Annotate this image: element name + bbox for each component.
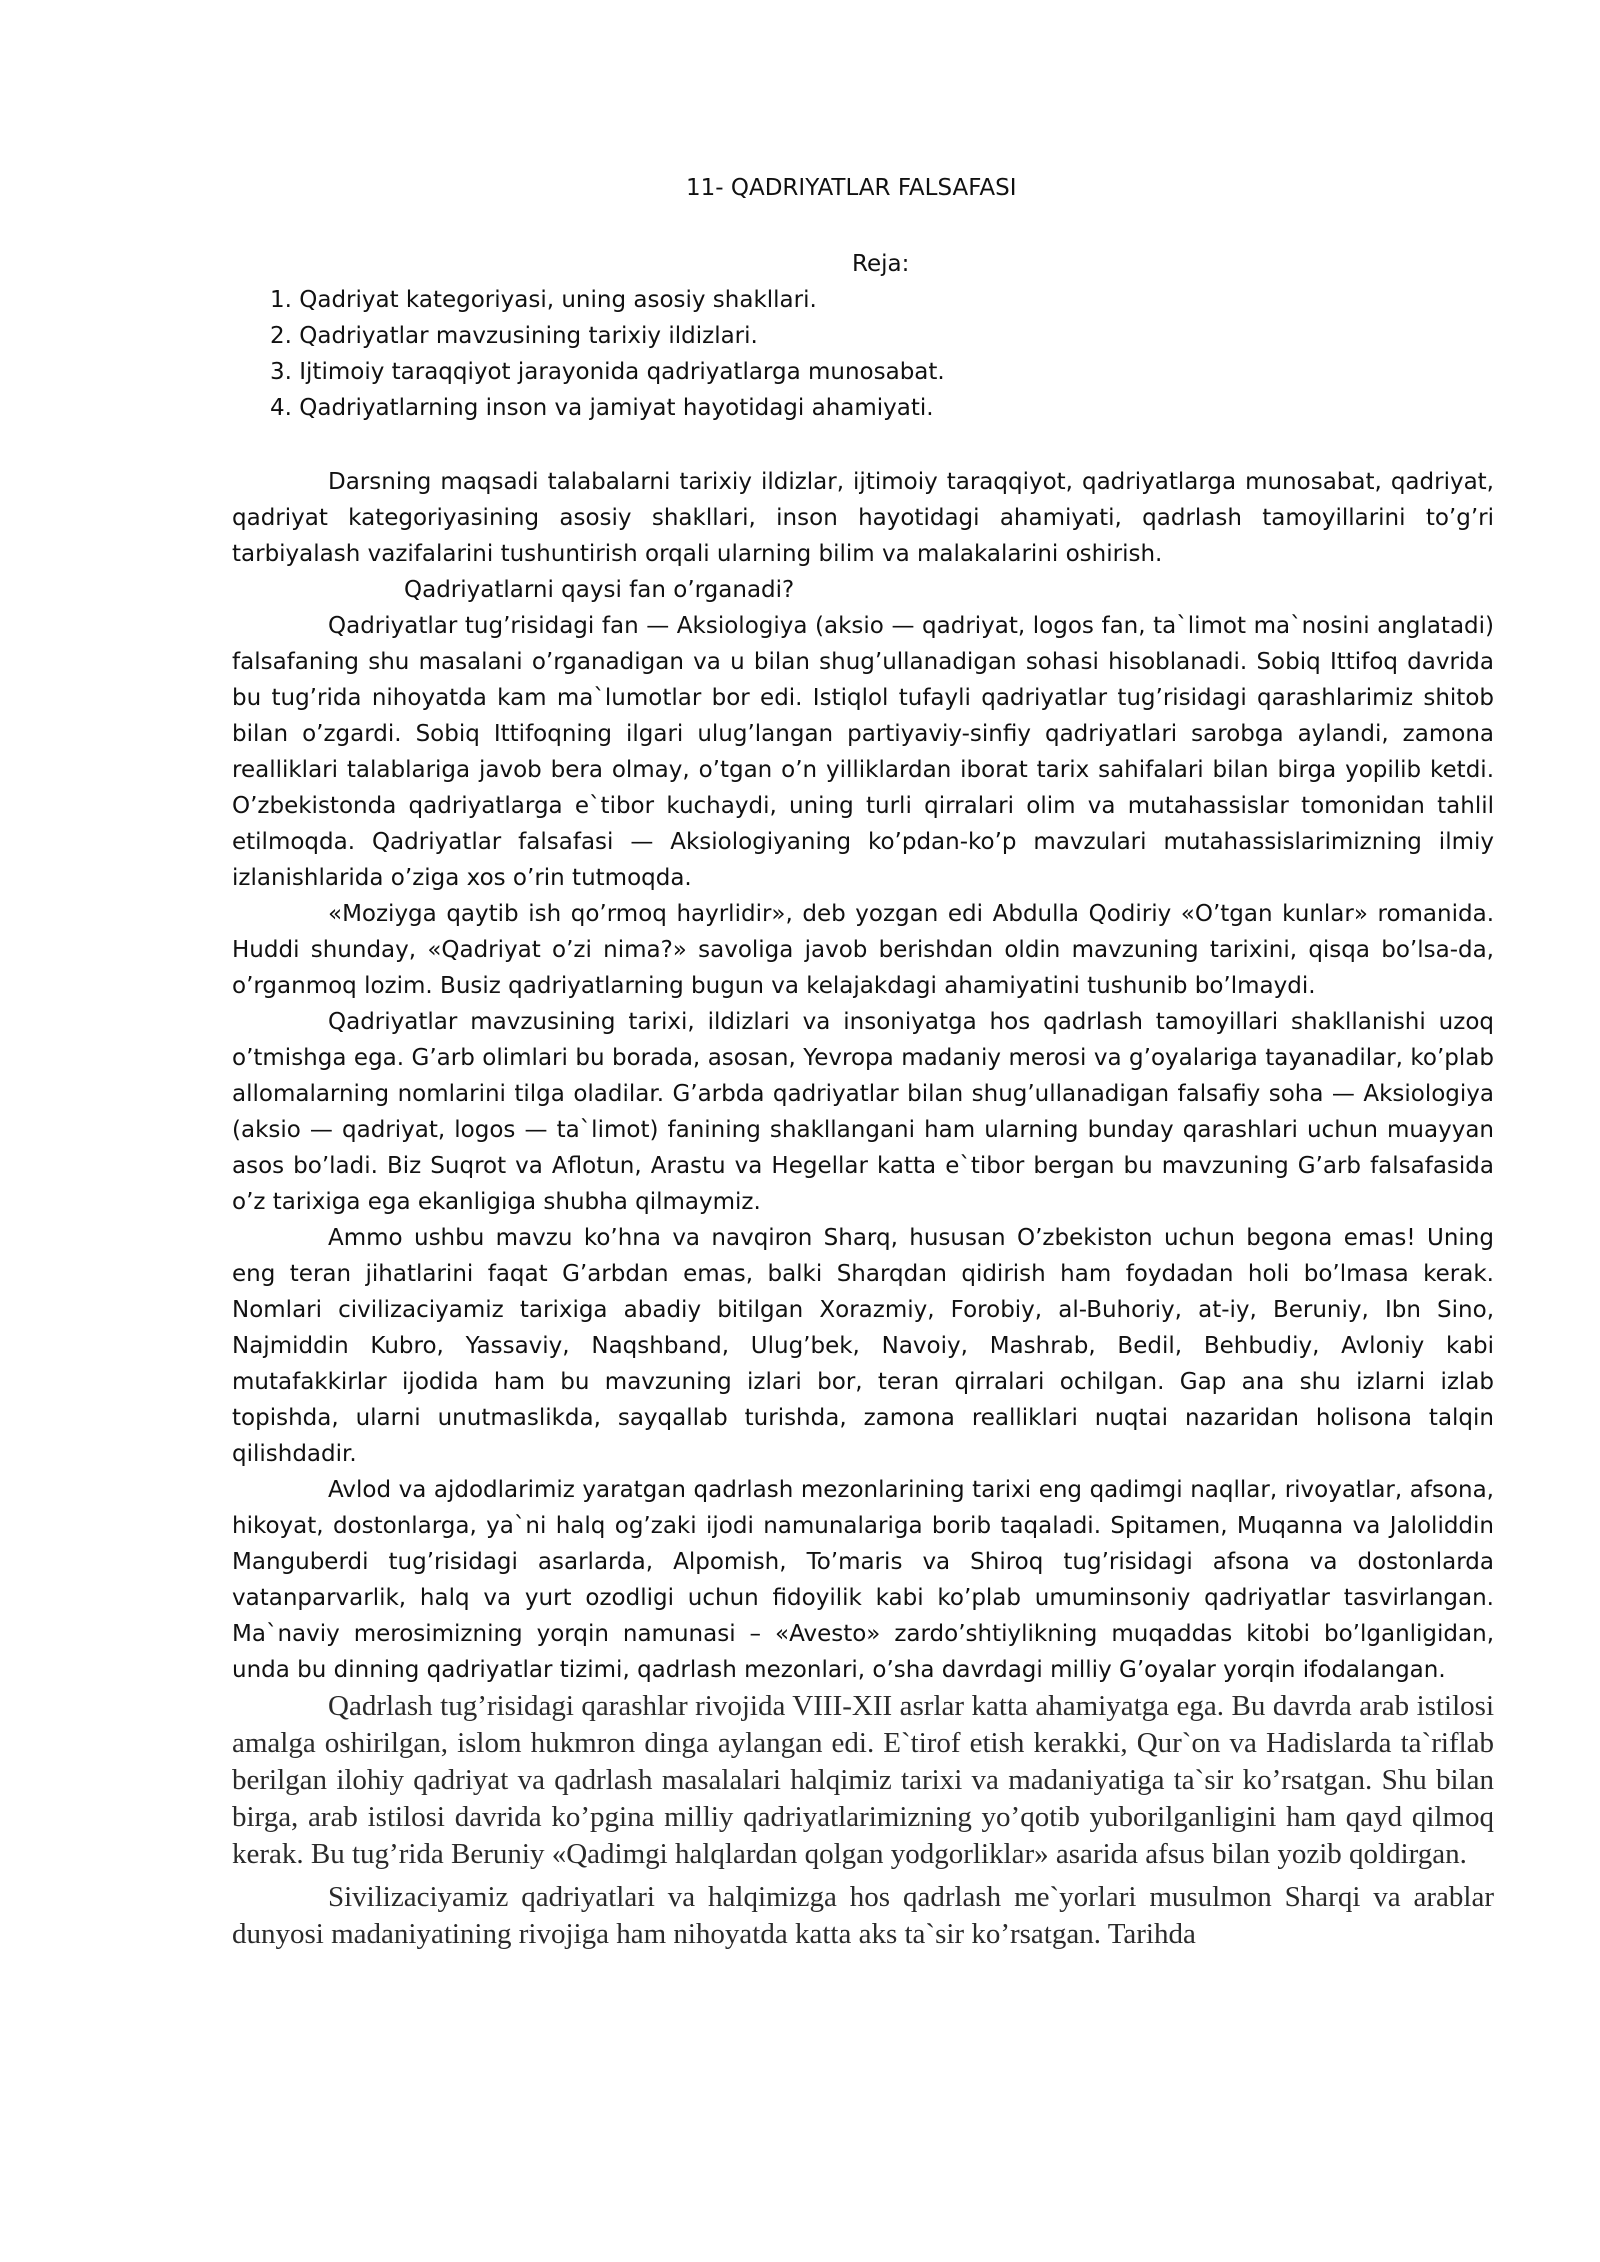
- paragraph-ancestors: Avlod va ajdodlarimiz yaratgan qadrlash mezonlarining tarixi eng qadimgi naqllar, rivoyatlar, afsona, hikoyat, dostonlarga, ya`ni halq og’zaki ijodi namunalariga borib taqaladi. Spitamen, Muqanna va Jaloliddin Manguberdi tug’risidagi asarlarda, Alpomish, To’maris va Shiroq tug’risidagi afsona va dostonlarda vatanparvarlik, halq va yurt ozodligi uchun fidoyilik kabi ko’plab umuminsoniy qadriyatlar tasvirlangan. Ma`naviy merosimizning yorqin namunasi – «Avesto» zardo’shtiylikning muqaddas kitobi bo’lganligidan, unda bu dinning qadriyatlar tizimi, qadrlash mezonlari, o’sha davrdagi milliy G’oyalar yorqin ifodalangan.: [232, 1477, 1494, 1683]
- plan-item: 1. Qadriyat kategoriyasi, uning asosiy shakllari.: [270, 287, 817, 313]
- paragraph-question: Qadriyatlarni qaysi fan o’rganadi?: [404, 577, 795, 603]
- paragraph-civilization: Sivilizaciyamiz qadriyatlari va halqimizga hos qadrlash me`yorlari musulmon Sharqi va arablar dunyosi madaniyatining rivojiga ham nihoyatda katta aks ta`sir ko’rsatgan. Tarihda: [232, 1881, 1494, 1950]
- paragraph-history: Qadriyatlar mavzusining tarixi, ildizlari va insoniyatga hos qadrlash tamoyillari shakllanishi uzoq o’tmishga ega. G’arb olimlari bu borada, asosan, Yevropa madaniy merosi va g’oyalariga tayanadilar, ko’plab allomalarning nomlarini tilga oladilar. G’arbda qadriyatlar bilan shug’ullanadigan falsafiy soha — Aksiologiya (aksio — qadriyat, logos — ta`limot) fanining shakllangani ham ularning bunday qarashlari uchun muayyan asos bo’ladi. Biz Suqrot va Aflotun, Arastu va Hegellar katta e`tibor bergan bu mavzuning G’arb falsafasida o’z tarixiga ega ekanligiga shubha qilmaymiz.: [232, 1009, 1494, 1215]
- paragraph-axiology: Qadriyatlar tug’risidagi fan — Aksiologiya (aksio — qadriyat, logos fan, ta`limot ma`nosini anglatadi) falsafaning shu masalani o’rganadigan va u bilan shug’ullanadigan sohasi hisoblanadi. Sobiq Ittifoq davrida bu tug’rida nihoyatda kam ma`lumotlar bor edi. Istiqlol tufayli qadriyatlar tug’risidagi qarashlarimiz shitob bilan o’zgardi. Sobiq Ittifoqning ilgari ulug’langan partiyaviy-sinfiy qadriyatlari sarobga aylandi, zamona realliklari talablariga javob bera olmay, o’tgan o’n yilliklardan iborat tarix sahifalari bilan birga yopilib ketdi. O’zbekistonda qadriyatlarga e`tibor kuchaydi, uning turli qirralari olim va mutahassislar tomonidan tahlil etilmoqda. Qadriyatlar falsafasi — Aksiologiyaning ko’pdan-ko’p mavzulari mutahassislarimizning ilmiy izlanishlarida o’ziga xos o’rin tutmoqda.: [232, 613, 1494, 891]
- plan-item: 2. Qadriyatlar mavzusining tarixiy ildizlari.: [270, 323, 758, 349]
- plan-heading: Reja:: [852, 251, 910, 277]
- paragraph-viii-xii: Qadrlash tug’risidagi qarashlar rivojida VIII-XII asrlar katta ahamiyatga ega. Bu davrda arab istilosi amalga oshirilgan, islom hukmron dinga aylangan edi. E`tirof etish kerakki, Qur`on va Hadislarda ta`riflab berilgan ilohiy qadriyat va qadrlash masalalari halqimiz tarixi va madaniyatiga ta`sir ko’rsatgan. Shu bilan birga, arab istilosi davrida ko’pgina milliy qadriyatlarimizning yo’qotib yuborilganligini ham qayd qilmoq kerak. Bu tug’rida Beruniy «Qadimgi halqlardan qolgan yodgorliklar» asarida afsus bilan yozib qoldirgan.: [232, 1690, 1494, 1870]
- paragraph-east: Ammo ushbu mavzu ko’hna va navqiron Sharq, hususan O’zbekiston uchun begona emas! Uning eng teran jihatlarini faqat G’arbdan emas, balki Sharqdan qidirish ham foydadan holi bo’lmasa kerak. Nomlari civilizaciyamiz tarixiga abadiy bitilgan Xorazmiy, Forobiy, al-Buhoriy, at-iy, Beruniy, Ibn Sino, Najmiddin Kubro, Yassaviy, Naqshband, Ulug’bek, Navoiy, Mashrab, Bedil, Behbudiy, Avloniy kabi mutafakkirlar ijodida ham bu mavzuning izlari bor, teran qirralari ochilgan. Gap ana shu izlarni izlab topishda, ularni unutmaslikda, sayqallab turishda, zamona realliklari nuqtai nazaridan holisona talqin qilishdadir.: [232, 1225, 1494, 1467]
- paragraph-lesson-goal: Darsning maqsadi talabalarni tarixiy ildizlar, ijtimoiy taraqqiyot, qadriyatlarga munosabat, qadriyat, qadriyat kategoriyasining asosiy shakllari, inson hayotidagi ahamiyati, qadrlash tamoyillarini to’g’ri tarbiyalash vazifalarini tushuntirish orqali ularning bilim va malakalarini oshirish.: [232, 469, 1494, 567]
- plan-item: 4. Qadriyatlarning inson va jamiyat hayotidagi ahamiyati.: [270, 395, 934, 421]
- document-body: [232, 464, 1494, 1959]
- plan-list: [270, 282, 945, 426]
- document-title: 11- QADRIYATLAR FALSAFASI: [686, 175, 1017, 201]
- plan-item: 3. Ijtimoiy taraqqiyot jarayonida qadriyatlarga munosabat.: [270, 359, 945, 385]
- title-row: [0, 172, 1600, 204]
- paragraph-qodiriy: «Moziyga qaytib ish qo’rmoq hayrlidir», deb yozgan edi Abdulla Qodiriy «O’tgan kunlar» romanida. Huddi shunday, «Qadriyat o’zi nima?» savoliga javob berishdan oldin mavzuning tarixini, qisqa bo’lsa-da, o’rganmoq lozim. Busiz qadriyatlarning bugun va kelajakdagi ahamiyatini tushunib bo’lmaydi.: [232, 901, 1494, 999]
